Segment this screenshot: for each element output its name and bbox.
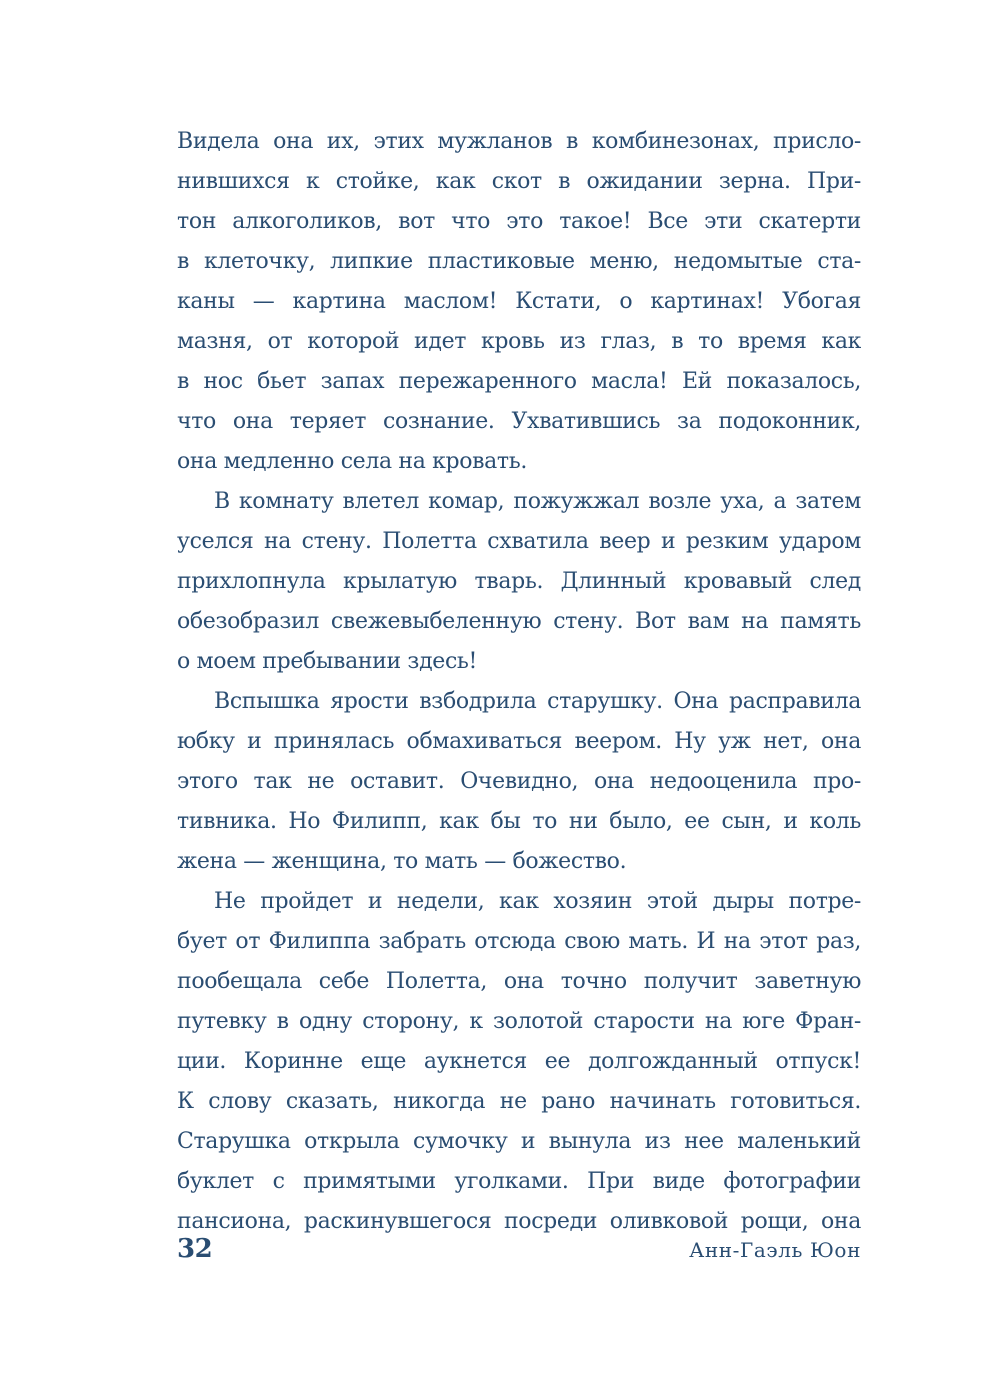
text-line: этого так не оставит. Очевидно, она недооценила про- <box>177 769 861 794</box>
text-line: о моем пребывании здесь! <box>177 649 478 674</box>
text-line: в клеточку, липкие пластиковые меню, недомытые ста- <box>177 249 861 274</box>
text-line: юбку и принялась обмахиваться веером. Ну уж нет, она <box>177 729 861 754</box>
text-line: в нос бьет запах пережаренного масла! Ей показалось, <box>177 369 861 394</box>
text-line: пообещала себе Полетта, она точно получит заветную <box>177 969 861 994</box>
text-line: путевку в одну сторону, к золотой старости на юге Фран- <box>177 1009 861 1034</box>
text-line: Не пройдет и недели, как хозяин этой дыры потре- <box>214 889 861 914</box>
text-line: тивника. Но Филипп, как бы то ни было, ее сын, и коль <box>177 809 861 834</box>
text-line: бует от Филиппа забрать отсюда свою мать. И на этот раз, <box>177 929 861 954</box>
text-line: жена — женщина, то мать — божество. <box>177 849 627 874</box>
text-line: В комнату влетел комар, пожужжал возле уха, а затем <box>214 489 861 514</box>
text-line: Старушка открыла сумочку и вынула из нее маленький <box>177 1129 861 1154</box>
text-line: каны — картина маслом! Кстати, о картинах! Убогая <box>177 289 861 314</box>
text-line: мазня, от которой идет кровь из глаз, в то время как <box>177 329 861 354</box>
text-line: Видела она их, этих мужланов в комбинезонах, присло- <box>177 129 861 154</box>
running-header-author: Анн-Гаэль Юон <box>689 1238 861 1262</box>
text-line: она медленно села на кровать. <box>177 449 528 474</box>
text-line: К слову сказать, никогда не рано начинать готовиться. <box>177 1089 861 1114</box>
body-text <box>177 122 861 1242</box>
text-line: тон алкоголиков, вот что это такое! Все эти скатерти <box>177 209 861 234</box>
text-line: пансиона, раскинувшегося посреди оливковой рощи, она <box>177 1209 861 1234</box>
text-line: что она теряет сознание. Ухватившись за подоконник, <box>177 409 861 434</box>
text-line: обезобразил свежевыбеленную стену. Вот вам на память <box>177 609 861 634</box>
text-line: Вспышка ярости взбодрила старушку. Она расправила <box>214 689 861 714</box>
text-line: буклет с примятыми уголками. При виде фотографии <box>177 1169 861 1194</box>
page-number: 32 <box>177 1234 213 1264</box>
text-line: уселся на стену. Полетта схватила веер и резким ударом <box>177 529 861 554</box>
text-line: прихлопнула крылатую тварь. Длинный кровавый след <box>177 569 861 594</box>
text-line: ции. Коринне еще аукнется ее долгожданный отпуск! <box>177 1049 861 1074</box>
text-line: нившихся к стойке, как скот в ожидании зерна. При- <box>177 169 861 194</box>
